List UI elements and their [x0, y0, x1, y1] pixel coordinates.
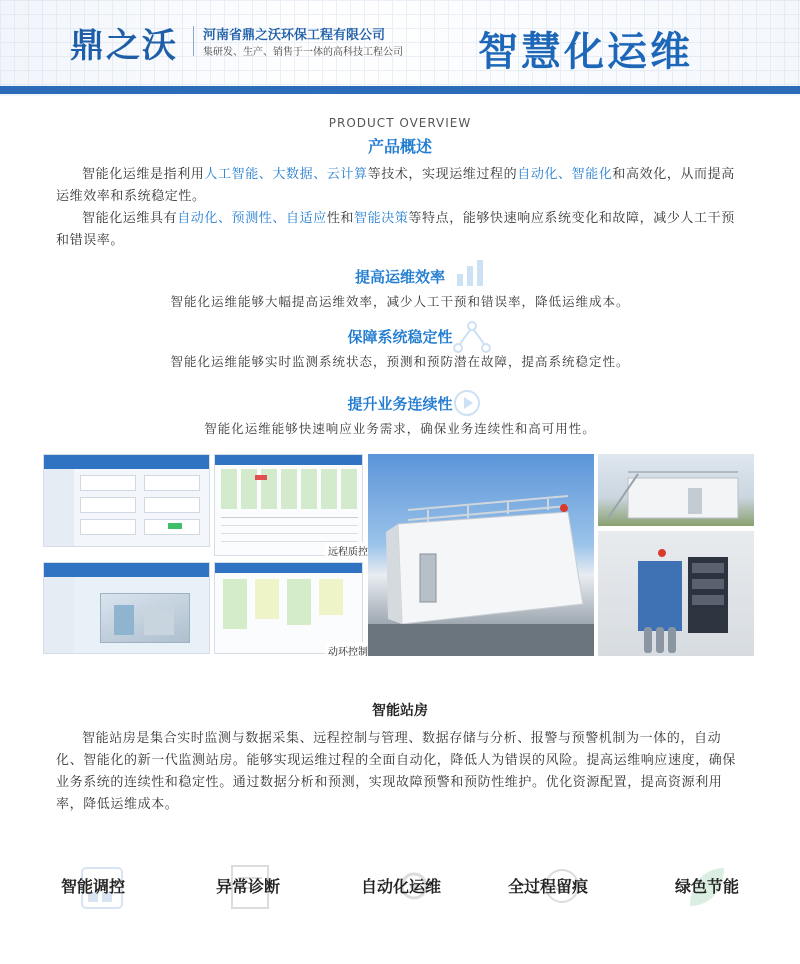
overview-eyebrow: PRODUCT OVERVIEW	[328, 116, 472, 130]
page-title: 智慧化运维	[478, 29, 693, 75]
overview-title: 产品概述	[367, 137, 432, 156]
photo-station-exterior	[368, 454, 594, 656]
feature-desc-continuity: 智能化运维能够快速响应业务需求，确保业务连续性和高可用性。	[204, 421, 596, 436]
feature-title-stability: 保障系统稳定性	[347, 328, 453, 346]
overview-paragraph-2: 智能化运维具有自动化、预测性、自适应性和智能决策等特点，能够快速响应系统变化和故障，减少人工干预和错误率。	[56, 211, 735, 248]
overview-paragraph-1: 智能化运维是指利用人工智能、大数据、云计算等技术，实现运维过程的自动化、智能化和高效化，从而提高运维效率和系统稳定性。	[56, 167, 735, 204]
feature-title-continuity: 提升业务连续性	[347, 395, 453, 413]
station-paragraph: 智能站房是集合实时监测与数据采集、远程控制与管理、数据存储与分析、报警与预警机制为一体的，自动化、智能化的新一代监测站房。能够实现运维过程的全面自动化，降低人为错误的风险。提高运维响应速度，确保业务系统的连续性和稳定性。通过数据分析和预测，实现故障预警和预防性维护。优化资源配置，提高资源利用率，降低运维成本。	[56, 731, 737, 812]
company-tagline: 集研发、生产、销售于一体的高科技工程公司	[203, 47, 403, 58]
feature-anomaly-diagnosis: 异常诊断	[215, 877, 280, 896]
photo-station-side	[598, 454, 754, 526]
feature-smart-control: 智能调控	[60, 877, 125, 896]
caption-remote-qc: 远程质控	[325, 542, 371, 559]
page-header	[0, 0, 800, 96]
feature-desc-efficiency: 智能化运维能够大幅提高运维效率，减少人工干预和错误率，降低运维成本。	[170, 294, 630, 309]
caption-env-control: 动环控制	[325, 642, 371, 659]
photo-station-interior	[598, 531, 754, 656]
feature-auto-ops: 自动化运维	[360, 877, 441, 896]
feature-green-energy: 绿色节能	[674, 877, 739, 896]
photo-remote-qc-screenshot	[214, 454, 363, 556]
logo-divider	[193, 26, 194, 56]
company-name: 河南省鼎之沃环保工程有限公司	[203, 28, 386, 43]
feature-title-efficiency: 提高运维效率	[354, 268, 445, 286]
photo-dashboard-screenshot	[43, 454, 210, 547]
header-accent-bar	[0, 86, 800, 94]
station-title: 智能站房	[372, 703, 428, 719]
photo-3d-station-screenshot	[43, 562, 210, 654]
photo-env-control-screenshot	[214, 562, 363, 654]
feature-full-trace: 全过程留痕	[507, 877, 588, 896]
feature-desc-stability: 智能化运维能够实时监测系统状态，预测和预防潜在故障，提高系统稳定性。	[170, 354, 630, 369]
company-logo: 鼎之沃	[70, 26, 178, 66]
